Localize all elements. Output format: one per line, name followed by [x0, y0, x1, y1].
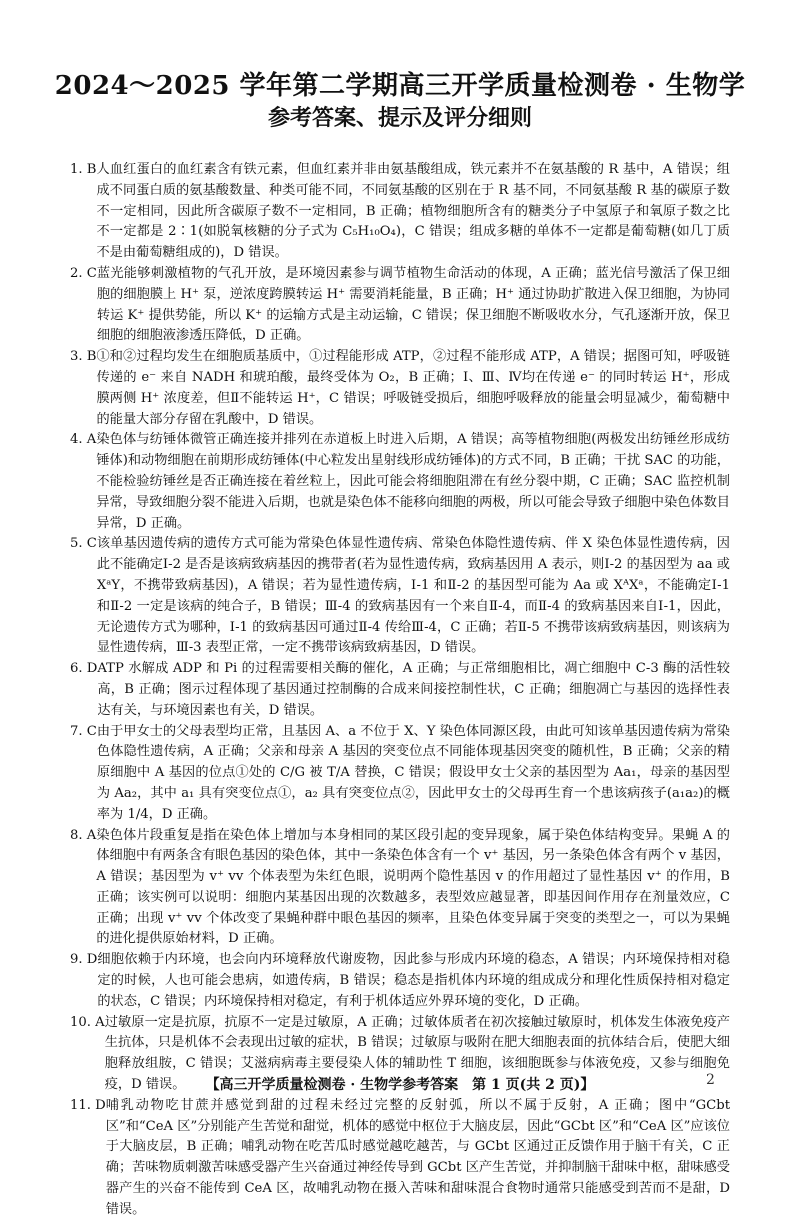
answer-number: 1. B	[70, 162, 97, 177]
answer-number: 4. A	[70, 432, 97, 448]
answer-explanation: 由于甲女士的父母表型均正常，且基因 A、a 不位于 X、Y 染色体同源区段，由此可知该单基因遗传病为常染色体隐性遗传病，A 正确；父亲和母亲 A 基因的突变位点不同能体现基因突变的随机性，B 正确；父亲的精原细胞中 A 基因的位点①处的 C/G 被 T/A 替换，C 错误；假设甲女士父亲的基因型为 Aa₁，母亲的基因型为 Aa₂，其中 a₁ 具有突变位点①，a₂ 具有突变位点②，因此甲女士的父母再生育一个患该病孩子(a₁a₂)的概率为 1/4，D 正确。	[96, 723, 730, 822]
answer-explanation: ATP 水解成 ADP 和 Pi 的过程需要相关酶的催化，A 正确；与正常细胞相比，凋亡细胞中 C-3 酶的活性较高，B 正确；图示过程体现了基因通过控制酶的合成来间接控制性状，C 正确；细胞凋亡与基因的选择性表达有关，与环境因素也有关，D 错误。	[97, 661, 730, 718]
answer-explanation: 该单基因遗传病的遗传方式可能为常染色体显性遗传病、常染色体隐性遗传病、伴 X 染色体显性遗传病，因此不能确定Ⅰ-2 是否是该病致病基因的携带者(若为显性遗传病，致病基因用 A 表示，则Ⅰ-2 的基因型为 aa 或 XᵃY，不携带致病基因)，A 错误；若为显性遗传病，Ⅰ-1 和Ⅱ-2 的基因型可能为 Aa 或 XᴬXᵃ，不能确定Ⅰ-1 和Ⅱ-2 一定是该病的纯合子，B 错误；Ⅲ-4 的致病基因有一个来自Ⅱ-4，而Ⅱ-4 的致病基因来自Ⅰ-1，因此，无论遗传方式为哪种，Ⅰ-1 的致病基因可通过Ⅱ-4 传给Ⅲ-4，C 正确；若Ⅱ-5 不携带该病致病基因，则该病为显性遗传病，Ⅲ-3 表型正常，一定不携带该病致病基因，D 错误。	[96, 536, 730, 656]
answer-item-4	[70, 430, 730, 534]
answer-item-5	[70, 534, 730, 659]
answer-number: 10. A	[70, 1014, 105, 1030]
answer-explanation: 细胞依赖于内环境，也会向内环境释放代谢废物，因此参与形成内环境的稳态，A 错误；内环境保持相对稳定的时候，人也可能会患病，如遗传病，B 错误；稳态是指机体内环境的组成成分和理化性质保持相对稳定的状态，C 错误；内环境保持相对稳定，有利于机体适应外界环境的变化，D 正确。	[97, 952, 730, 1009]
answer-number: 6. D	[70, 661, 98, 677]
page-title: 2024～2025 学年第二学期高三开学质量检测卷 · 生物学	[54, 71, 746, 101]
answer-number: 3. B	[70, 349, 97, 365]
answer-explanation: 蓝光能够刺激植物的气孔开放，是环境因素参与调节植物生命活动的体现，A 正确；蓝光信号激活了保卫细胞的细胞膜上 H⁺ 泵，逆浓度跨膜转运 H⁺ 需要消耗能量，B 正确；H⁺ 通过协助扩散进入保卫细胞，为协同转运 K⁺ 提供势能，所以 K⁺ 的运输方式是主动运输，C 错误；保卫细胞不断吸收水分，气孔逐渐开放，保卫细胞的细胞液渗透压降低，D 正确。	[96, 265, 730, 344]
answer-number: 2. C	[70, 265, 97, 281]
answer-item-7	[70, 722, 730, 826]
answer-item-8	[70, 826, 730, 951]
answer-item-1	[70, 160, 730, 264]
answer-item-11	[70, 1096, 730, 1221]
answer-explanation: ①和②过程均发生在细胞质基质中，①过程能形成 ATP，②过程不能形成 ATP，A 错误；据图可知，呼吸链传递的 e⁻ 来自 NADH 和琥珀酸，最终受体为 O₂，B 正确；Ⅰ、Ⅲ、Ⅳ均在传递 e⁻ 的同时转运 H⁺，形成膜两侧 H⁺ 浓度差，但Ⅱ不能转运 H⁺，C 错误；呼吸链受损后，细胞呼吸释放的能量会明显减少，葡萄糖中的能量大部分存留在乳酸中，D 错误。	[96, 349, 730, 427]
answer-explanation: 人血红蛋白的血红素含有铁元素，但血红素并非由氨基酸组成，铁元素并不在氨基酸的 R 基中，A 错误；组成不同蛋白质的氨基酸数量、种类可能不同，不同氨基酸的区别在于 R 基不同，不同氨基酸 R 基的碳原子数不一定相同，因此所含碳原子数不一定相同，B 正确；植物细胞所含有的糖类分子中氢原子和氧原子数之比不一定都是 2∶1(如脱氧核糖的分子式为 C₅H₁₀O₄)，C 错误；组成多糖的单体不一定都是葡萄糖(如几丁质不是由葡萄糖组成的)，D 错误。	[96, 162, 730, 261]
answer-item-2	[70, 264, 730, 347]
answer-list	[70, 160, 730, 1221]
answer-explanation: 哺乳动物吃甘蔗并感觉到甜的过程未经过完整的反射弧，所以不属于反射，A 正确；图中“GCbt 区”和“CeA 区”分别能产生苦觉和甜觉，机体的感觉中枢位于大脑皮层，因此“GCbt 区”和“CeA 区”应该位于大脑皮层，B 正确；哺乳动物在吃苦瓜时感觉越吃越苦，与 GCbt 区通过正反馈作用于脑干有关，C 正确；苦味物质刺激苦味感受器产生兴奋通过神经传导到 GCbt 区产生苦觉，并抑制脑干甜味中枢，甜味感受器产生的兴奋不能传到 CeA 区，故哺乳动物在摄入苦味和甜味混合食物时通常只能感受到苦而不是甜，D 错误。	[105, 1097, 730, 1217]
answer-number: 11. D	[70, 1097, 106, 1113]
answer-number: 5. C	[70, 536, 97, 552]
answer-item-9	[70, 950, 730, 1012]
answer-number: 8. A	[70, 827, 97, 843]
answer-explanation: 染色体片段重复是指在染色体上增加与本身相同的某区段引起的变异现象，属于染色体结构变异。果蝇 A 的体细胞中有两条含有眼色基因的染色体，其中一条染色体含有一个 v⁺ 基因，另一条染色体含有两个 v 基因，A 错误；基因型为 v⁺ vv 个体表型为朱红色眼，说明两个隐性基因 v 的作用超过了显性基因 v⁺ 的作用，B 正确；该实例可以说明：细胞内某基因出现的次数越多，表型效应越显著，即基因间作用存在剂量效应，C 正确；出现 v⁺ vv 个体改变了果蝇种群中眼色基因的频率，且染色体变异属于突变的类型之一，可以为果蝇的进化提供原始材料，D 正确。	[96, 827, 730, 947]
corner-page-mark: 2	[706, 1072, 715, 1088]
answer-number: 7. C	[70, 723, 97, 739]
answer-item-6	[70, 659, 730, 721]
answer-explanation: 过敏原一定是抗原，抗原不一定是过敏原，A 正确；过敏体质者在初次接触过敏原时，机体发生体液免疫产生抗体，只是机体不会表现出过敏的症状，B 错误；过敏原与吸附在肥大细胞表面的抗体结合后，使肥大细胞释放组胺，C 错误；艾滋病病毒主要侵染人体的辅助性 T 细胞，该细胞既参与体液免疫，又参与细胞免疫，D 错误。	[104, 1014, 730, 1093]
answer-number: 9. D	[70, 952, 98, 968]
answer-item-3	[70, 347, 730, 430]
answer-explanation: 染色体与纺锤体微管正确连接并排列在赤道板上时进入后期，A 错误；高等植物细胞(两极发出纺锤丝形成纺锤体)和动物细胞在前期形成纺锤体(中心粒发出星射线形成纺锤体)的方式不同，B 正确；干扰 SAC 的功能，不能检验纺锤丝是否正确连接在着丝粒上，因此可能会将细胞阻滞在有丝分裂中期，C 正确；SAC 监控机制异常，导致细胞分裂不能进入后期，也就是染色体不能移向细胞的两极，所以可能会导致子细胞中染色体数目异常，D 正确。	[96, 432, 730, 531]
page-subtitle: 参考答案、提示及评分细则	[267, 105, 532, 131]
page-footer: 【高三开学质量检测卷 · 生物学参考答案 第 1 页(共 2 页)】	[205, 1077, 595, 1093]
